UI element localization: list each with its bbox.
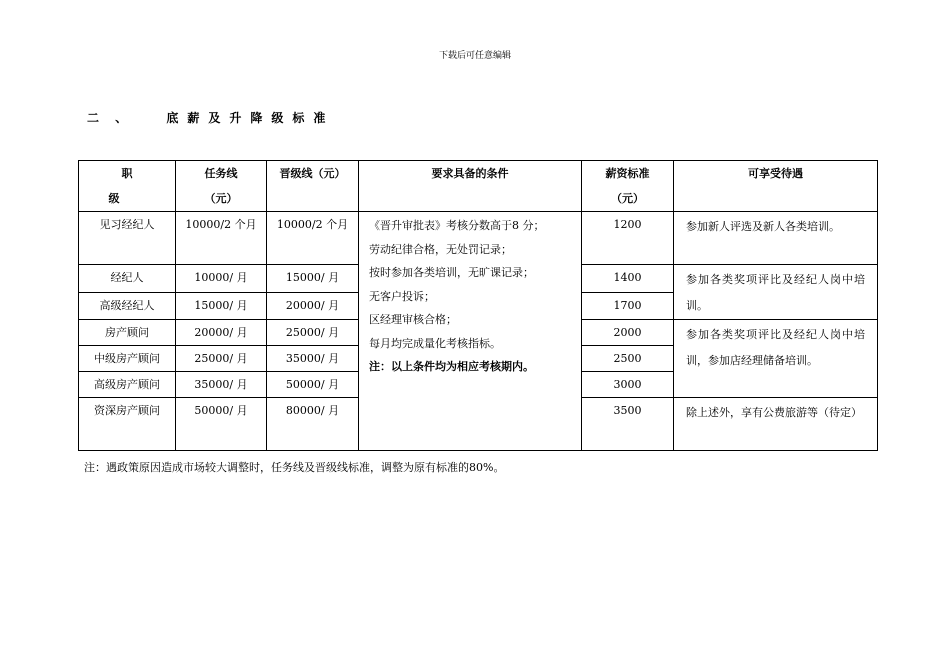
table-header-row xyxy=(79,161,878,212)
conditions-cell xyxy=(359,212,582,451)
condition-item: 无客户投诉； xyxy=(369,289,435,303)
page-header: 下载后可任意编辑 xyxy=(438,51,511,61)
cell-promo: 25000/ 月 xyxy=(267,320,359,346)
cell-task: 15000/ 月 xyxy=(176,292,267,320)
condition-item: 劳动纪律合格，无处罚记录； xyxy=(369,242,512,256)
condition-item: 每月均完成量化考核指标。 xyxy=(369,336,501,350)
cell-salary: 1200 xyxy=(582,212,674,265)
header-benefits: 可享受待遇 xyxy=(674,161,878,212)
cell-promo: 10000/2 个月 xyxy=(267,212,359,265)
cell-task: 35000/ 月 xyxy=(176,372,267,398)
cell-salary: 2500 xyxy=(582,346,674,372)
cell-level: 资深房产顾问 xyxy=(79,398,176,451)
header-salary: 薪资标准 （元） xyxy=(582,161,674,212)
cell-promo: 35000/ 月 xyxy=(267,346,359,372)
cell-task: 25000/ 月 xyxy=(176,346,267,372)
cell-promo: 15000/ 月 xyxy=(267,265,359,293)
conditions-note: 注：以上条件均为相应考核期内。 xyxy=(369,360,534,373)
cell-benefit: 参加各类奖项评比及经纪人岗中培训。 xyxy=(674,265,878,320)
cell-level: 见习经纪人 xyxy=(79,212,176,265)
cell-salary: 2000 xyxy=(582,320,674,346)
cell-promo: 80000/ 月 xyxy=(267,398,359,451)
salary-standards-table xyxy=(78,160,878,451)
cell-salary: 3500 xyxy=(582,398,674,451)
section-number: 二 、 xyxy=(87,111,134,125)
cell-salary: 1700 xyxy=(582,292,674,320)
section-heading: 底薪及升降级标准 xyxy=(166,111,335,125)
header-task-line: 任务线 （元） xyxy=(176,161,267,212)
cell-salary: 1400 xyxy=(582,265,674,293)
table-row xyxy=(79,212,878,265)
header-promotion-line: 晋级线（元） xyxy=(267,161,359,212)
cell-level: 中级房产顾问 xyxy=(79,346,176,372)
cell-task: 10000/2 个月 xyxy=(176,212,267,265)
cell-level: 房产顾问 xyxy=(79,320,176,346)
cell-level: 高级经纪人 xyxy=(79,292,176,320)
condition-item: 《晋升审批表》考核分数高于8 分； xyxy=(369,219,545,232)
cell-promo: 20000/ 月 xyxy=(267,292,359,320)
footnote: 注：遇政策原因造成市场较大调整时，任务线及晋级线标准，调整为原有标准的80%。 xyxy=(84,461,505,474)
cell-task: 10000/ 月 xyxy=(176,265,267,293)
cell-task: 20000/ 月 xyxy=(176,320,267,346)
cell-promo: 50000/ 月 xyxy=(267,372,359,398)
cell-salary: 3000 xyxy=(582,372,674,398)
condition-item: 按时参加各类培训，无旷课记录； xyxy=(369,266,534,279)
header-conditions: 要求具备的条件 xyxy=(359,161,582,212)
header-level: 职 级 xyxy=(79,161,176,212)
cell-benefit: 除上述外，享有公费旅游等（待定） xyxy=(674,398,878,451)
cell-task: 50000/ 月 xyxy=(176,398,267,451)
section-title xyxy=(87,109,334,126)
condition-item: 区经理审核合格； xyxy=(369,313,457,326)
cell-level: 经纪人 xyxy=(79,265,176,293)
cell-benefit: 参加各类奖项评比及经纪人岗中培训，参加店经理储备培训。 xyxy=(674,320,878,398)
cell-level: 高级房产顾问 xyxy=(79,372,176,398)
cell-benefit: 参加新人评选及新人各类培训。 xyxy=(674,212,878,265)
